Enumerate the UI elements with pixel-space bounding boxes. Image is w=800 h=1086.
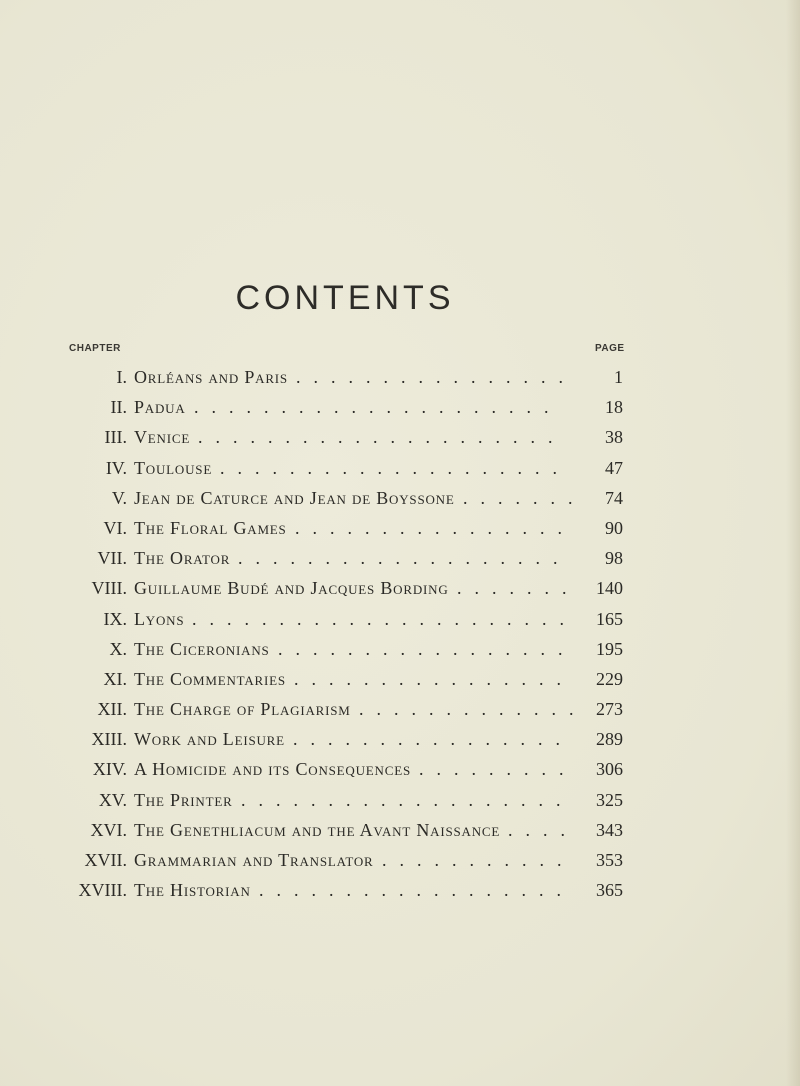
page-number: 365 <box>596 880 623 901</box>
toc-entry <box>0 694 800 724</box>
leader-dots: ................ <box>293 729 573 750</box>
leader-dots: ................ <box>296 367 576 387</box>
page-number: 325 <box>596 789 623 810</box>
chapter-number: IX. <box>103 608 127 629</box>
chapter-title: Venice <box>134 427 191 448</box>
chapter-title: The Genethliacum and the Avant Naissance <box>134 819 501 840</box>
page-number: 289 <box>596 729 623 750</box>
leader-dots: ............. <box>359 699 587 720</box>
leader-dots: ................ <box>295 517 575 538</box>
chapter-title: Guillaume Budé and Jacques Bording <box>134 578 449 599</box>
toc-entry <box>0 785 800 815</box>
page-number: 38 <box>605 427 623 448</box>
toc-entry <box>0 362 800 392</box>
page-number: 18 <box>605 397 623 418</box>
leader-dots: ....... <box>463 487 586 508</box>
chapter-title: Jean de Caturce and Jean de Boyssone <box>134 487 455 508</box>
page-number: 343 <box>596 819 623 840</box>
chapter-title: Orléans and Paris <box>134 367 288 387</box>
chapter-title: The Commentaries <box>134 668 286 689</box>
leader-dots: ................. <box>278 638 576 659</box>
leader-dots: .................... <box>220 457 570 478</box>
chapter-number: II. <box>110 397 127 418</box>
leader-dots: ..................... <box>194 397 562 418</box>
page-number: 195 <box>596 638 623 659</box>
page-number: 353 <box>596 850 623 870</box>
chapter-number: IV. <box>105 457 127 478</box>
chapter-number: XIV. <box>92 759 127 780</box>
page-number: 273 <box>596 699 623 720</box>
toc-entry <box>0 604 800 634</box>
page-number: 90 <box>605 517 623 538</box>
leader-dots: ........... <box>382 850 575 870</box>
leader-dots: ......... <box>419 759 577 780</box>
toc-entry <box>0 483 800 513</box>
chapter-title: Toulouse <box>134 457 213 478</box>
page-number: 47 <box>605 457 623 478</box>
toc-entry <box>0 422 800 452</box>
chapter-number: XVI. <box>90 819 127 840</box>
chapter-number: XIII. <box>91 729 127 750</box>
chapter-number: X. <box>109 638 127 659</box>
page-number: 165 <box>596 608 623 629</box>
chapter-title: The Floral Games <box>134 517 287 538</box>
toc-entry <box>0 453 800 483</box>
toc-entry <box>0 724 800 754</box>
page-number: 229 <box>596 668 623 689</box>
chapter-number: I. <box>116 367 127 387</box>
leader-dots: ................... <box>241 789 574 810</box>
chapter-title: The Ciceronians <box>134 638 270 659</box>
chapter-number: XII. <box>97 699 127 720</box>
leader-dots: ..................... <box>198 427 566 448</box>
chapter-number: III. <box>104 427 127 448</box>
toc-entry <box>0 634 800 664</box>
toc-entry <box>0 845 800 875</box>
chapter-title: The Printer <box>134 789 233 810</box>
chapter-title: A Homicide and its Consequences <box>134 759 411 780</box>
chapter-number: VI. <box>103 517 127 538</box>
toc-entry <box>0 513 800 543</box>
page-number: 98 <box>605 548 623 569</box>
chapter-column-label: CHAPTER <box>69 343 121 354</box>
chapter-title: Padua <box>134 397 186 418</box>
chapter-number: XVIII. <box>78 880 127 901</box>
toc-entry <box>0 754 800 784</box>
chapter-title: The Historian <box>134 880 251 901</box>
chapter-number: XVII. <box>84 850 127 870</box>
leader-dots: .... <box>508 819 578 840</box>
toc-entry <box>0 573 800 603</box>
chapter-number: VII. <box>97 548 127 569</box>
toc-entry <box>0 543 800 573</box>
chapter-title: Lyons <box>134 608 185 629</box>
leader-dots: ................ <box>294 668 574 689</box>
chapter-title: Grammarian and Translator <box>134 850 374 870</box>
table-of-contents <box>0 362 800 905</box>
chapter-number: XI. <box>103 668 127 689</box>
toc-entry <box>0 664 800 694</box>
chapter-title: The Orator <box>134 548 231 569</box>
page-number: 306 <box>596 759 623 780</box>
toc-entry <box>0 875 800 905</box>
chapter-title: Work and Leisure <box>134 729 285 750</box>
page-column-label: PAGE <box>595 343 625 354</box>
toc-entry <box>0 392 800 422</box>
leader-dots: ...................... <box>192 608 577 629</box>
leader-dots: ................... <box>238 548 571 569</box>
chapter-title: The Charge of Plagiarism <box>134 699 351 720</box>
chapter-number: V. <box>111 487 127 508</box>
leader-dots: ....... <box>457 578 580 599</box>
page-number: 140 <box>596 578 623 599</box>
page-number: 74 <box>605 487 623 508</box>
chapter-number: VIII. <box>91 578 127 599</box>
contents-heading: CONTENTS <box>235 279 455 317</box>
chapter-number: XV. <box>98 789 127 810</box>
page-number: 1 <box>614 367 623 387</box>
leader-dots: .................. <box>259 880 574 901</box>
toc-entry <box>0 815 800 845</box>
